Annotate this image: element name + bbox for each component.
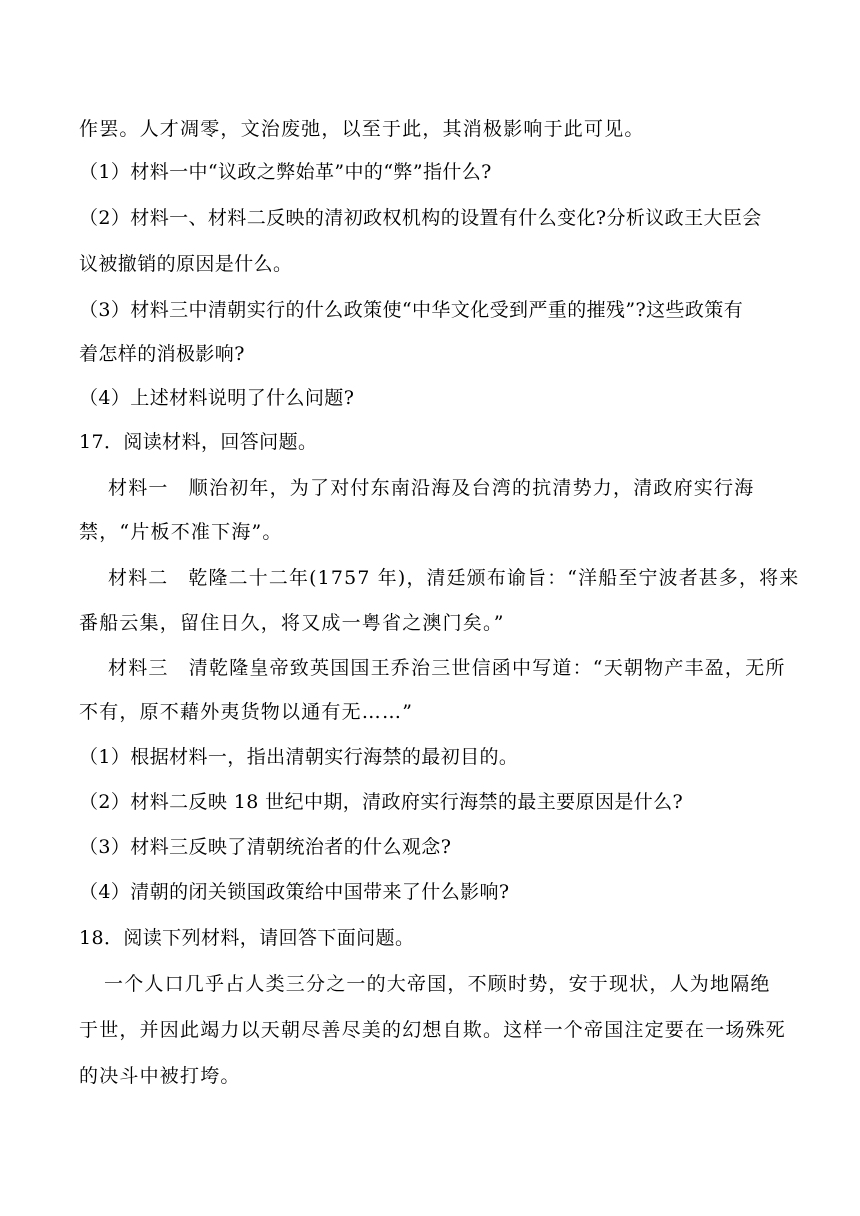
material-text-line: 番船云集，留住日久，将又成一粤省之澳门矣。” [79, 612, 505, 634]
question-line: （3）材料三中清朝实行的什么政策使“中华文化受到严重的摧残”?这些政策有 [79, 299, 744, 321]
question-line: （1）根据材料一，指出清朝实行海禁的最初目的。 [79, 746, 519, 768]
material-text-line: 作罢。人才凋零，文治废弛，以至于此，其消极影响于此可见。 [79, 118, 645, 140]
question-line: （3）材料三反映了清朝统治者的什么观念? [79, 836, 452, 858]
passage-line: 一个人口几乎占人类三分之一的大帝国，不顾时势，安于现状，人为地隔绝 [104, 973, 771, 995]
passage-line: 的决斗中被打垮。 [79, 1065, 241, 1087]
question-line: （1）材料一中“议政之弊始革”中的“弊”指什么? [79, 161, 492, 183]
question-line: 着怎样的消极影响? [79, 343, 245, 365]
question-line: 议被撤销的原因是什么。 [79, 253, 293, 275]
question-line: （2）材料二反映 18 世纪中期，清政府实行海禁的最主要原因是什么? [79, 791, 684, 813]
question-line: （4）上述材料说明了什么问题? [79, 387, 355, 409]
question-line: （2）材料一、材料二反映的清初政权机构的设置有什么变化?分析议政王大臣会 [79, 207, 762, 229]
material-text-line: 禁，“片板不准下海”。 [79, 521, 283, 543]
material-text-line: 材料一 顺治初年，为了对付东南沿海及台湾的抗清势力，清政府实行海 [108, 477, 755, 499]
material-text-line: 材料三 清乾隆皇帝致英国国王乔治三世信函中写道：“天朝物产丰盈，无所 [108, 657, 786, 679]
question-heading: 18．阅读下列材料，请回答下面问题。 [79, 927, 415, 949]
material-text-line: 材料二 乾隆二十二年(1757 年)，清廷颁布谕旨：“洋船至宁波者甚多，将来 [108, 567, 800, 589]
passage-line: 于世，并因此竭力以天朝尽善尽美的幻想自欺。这样一个帝国注定要在一场殊死 [79, 1019, 787, 1041]
question-line: （4）清朝的闭关锁国政策给中国带来了什么影响? [79, 881, 510, 903]
material-text-line: 不有，原不藉外夷货物以通有无……” [79, 701, 414, 723]
question-heading: 17．阅读材料，回答问题。 [79, 431, 318, 453]
